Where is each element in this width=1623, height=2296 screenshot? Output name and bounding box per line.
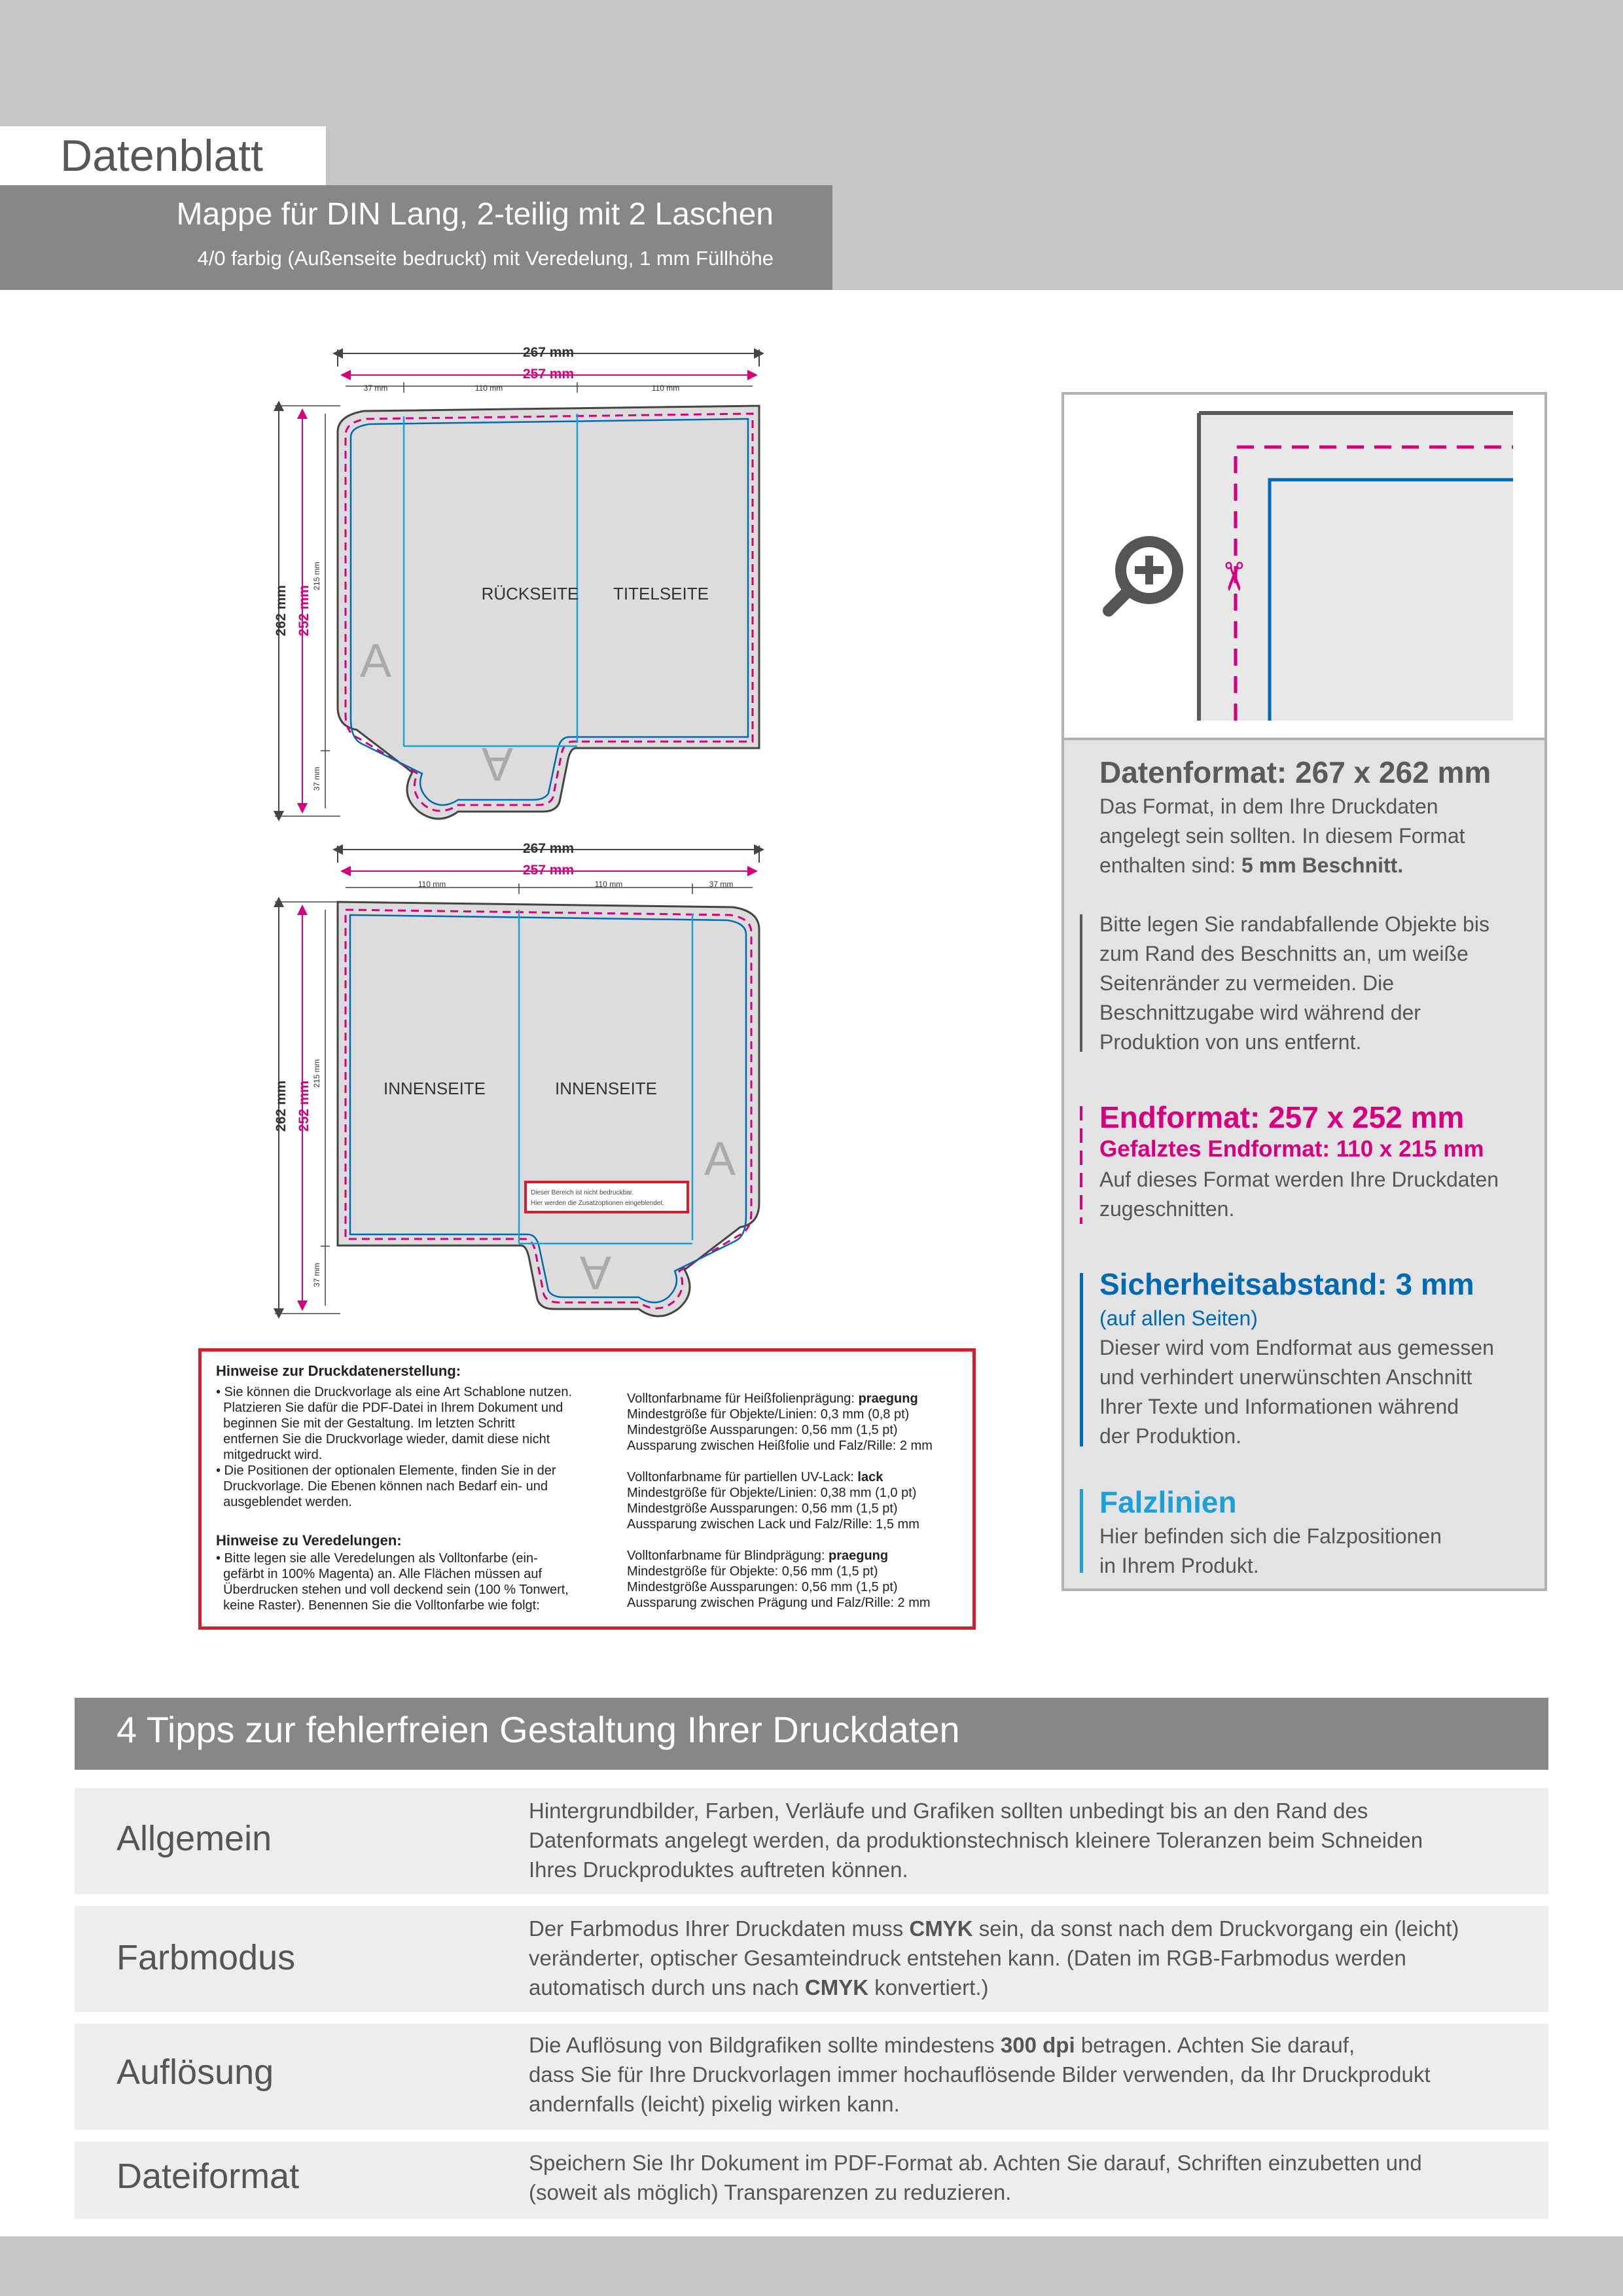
hints-left-line: • Sie können die Druckvorlage als eine Art Schablone nutzen. bbox=[216, 1385, 573, 1399]
fold-indicator-line bbox=[1080, 1489, 1083, 1573]
endformat-line-2: zugeschnitten. bbox=[1099, 1197, 1235, 1221]
hints-group-heading bbox=[627, 1548, 888, 1564]
farbmodus-text-3c: konvertiert.) bbox=[868, 1975, 989, 2000]
panel-label-back: RÜCKSEITE bbox=[481, 584, 579, 603]
orientation-marker-flap: A bbox=[481, 738, 514, 790]
farbmodus-cmyk-2: CMYK bbox=[804, 1975, 869, 2000]
dim-width-total-inner: 267 mm bbox=[522, 841, 575, 856]
panel-label-inner-left: INNENSEITE bbox=[383, 1079, 486, 1098]
note-line-1: Dieser Bereich ist nicht bedruckbar. bbox=[531, 1189, 634, 1196]
hints-group-line: Mindestgröße für Objekte: 0,56 mm (1,5 pt) bbox=[627, 1564, 878, 1579]
tip-text-allgemein-1: Hintergrundbilder, Farben, Verläufe und Grafiken sollten unbedingt bis an den Rand des bbox=[529, 1799, 1368, 1823]
datenformat-line-1: Das Format, in dem Ihre Druckdaten bbox=[1099, 795, 1438, 818]
dim-seg-right: 110 mm bbox=[651, 384, 680, 393]
hints-left-line: Druckvorlage. Die Ebenen können nach Bedarf ein- und bbox=[216, 1479, 548, 1494]
tip-text-allgemein-3: Ihres Druckproduktes auftreten können. bbox=[529, 1857, 908, 1882]
panel-label-front: TITELSEITE bbox=[613, 584, 709, 603]
magnifier-plus-icon bbox=[1109, 536, 1183, 611]
dim-seg-mid-inner: 110 mm bbox=[594, 880, 623, 889]
safety-indicator-line bbox=[1080, 1273, 1083, 1446]
dim-width-final-inner: 257 mm bbox=[522, 863, 575, 878]
dim-seg-left: 37 mm bbox=[363, 384, 388, 393]
hints-left2-line: keine Raster). Benennen Sie die Volltonfarbe wie folgt: bbox=[216, 1598, 540, 1613]
datenformat-bleed-value: 5 mm Beschnitt. bbox=[1241, 853, 1404, 877]
inner-view-diagram bbox=[274, 841, 759, 1316]
orientation-marker: A bbox=[359, 635, 392, 687]
endformat-line-1: Auf dieses Format werden Ihre Druckdaten bbox=[1099, 1168, 1499, 1191]
tip-label-farbmodus: Farbmodus bbox=[116, 1938, 296, 1977]
datenformat-title: Datenformat: 267 x 262 mm bbox=[1099, 755, 1491, 789]
dim-height-final-inner: 252 mm bbox=[296, 1080, 312, 1132]
safety-line: Ihrer Texte und Informationen während bbox=[1099, 1395, 1459, 1418]
hints-group-label: Volltonfarbname für Heißfolienprägung: bbox=[627, 1391, 855, 1406]
farbmodus-text-a: Der Farbmodus Ihrer Druckdaten muss bbox=[529, 1916, 910, 1941]
hints-group-heading bbox=[627, 1469, 883, 1485]
tip-text-aufloesung-2: dass Sie für Ihre Druckvorlagen immer hochauflösende Bilder verwenden, da Ihr Druckprodukt bbox=[529, 2062, 1431, 2087]
hints-group-label: Volltonfarbname für Blindprägung: bbox=[627, 1549, 825, 1563]
document-label: Datenblatt bbox=[60, 131, 263, 181]
tip-label-aufloesung: Auflösung bbox=[116, 2053, 274, 2092]
hints-group-line: Mindestgröße Aussparungen: 0,56 mm (1,5 pt) bbox=[627, 1423, 898, 1437]
bottom-band bbox=[0, 2236, 1623, 2296]
tip-text-dateiformat-2: (soweit als möglich) Transparenzen zu reduzieren. bbox=[529, 2180, 1012, 2204]
scissors-icon bbox=[1211, 560, 1255, 593]
fold-title: Falzlinien bbox=[1099, 1485, 1237, 1519]
bleed-line: zum Rand des Beschnitts an, um weiße bbox=[1099, 942, 1469, 965]
hints-group-line: Aussparung zwischen Prägung und Falz/Rille: 2 mm bbox=[627, 1596, 931, 1610]
hints-left2-line: Überdrucken stehen und voll deckend sein (100 % Tonwert, bbox=[216, 1583, 569, 1597]
hints-left-line: • Die Positionen der optionalen Elemente, finden Sie in der bbox=[216, 1463, 556, 1478]
product-title: Mappe für DIN Lang, 2-teilig mit 2 Laschen bbox=[176, 197, 774, 232]
svg-text:✂: ✂ bbox=[1211, 560, 1256, 594]
product-subtitle: 4/0 farbig (Außenseite bedruckt) mit Veredelung, 1 mm Füllhöhe bbox=[197, 247, 774, 270]
outer-view-diagram bbox=[274, 345, 759, 819]
bleed-line: Beschnittzugabe wird während der bbox=[1099, 1001, 1421, 1024]
dim-width-total: 267 mm bbox=[522, 345, 575, 360]
datenformat-line-2: angelegt sein sollten. In diesem Format bbox=[1099, 824, 1465, 848]
dim-height-fold: 215 mm bbox=[312, 562, 321, 590]
unprintable-area-note bbox=[526, 1182, 688, 1212]
dim-height-fold-inner: 215 mm bbox=[312, 1059, 321, 1088]
safety-line: der Produktion. bbox=[1099, 1424, 1242, 1448]
hints-left-line: beginnen Sie mit der Gestaltung. Im letzten Schritt bbox=[216, 1416, 515, 1431]
hints-left-line: ausgeblendet werden. bbox=[216, 1495, 352, 1509]
dim-width-final: 257 mm bbox=[522, 367, 575, 382]
hints-group-line: Aussparung zwischen Heißfolie und Falz/Rille: 2 mm bbox=[627, 1439, 933, 1453]
dim-seg-left-inner: 110 mm bbox=[418, 880, 446, 889]
aufloesung-dpi: 300 dpi bbox=[1000, 2033, 1075, 2057]
safety-subtitle: (auf allen Seiten) bbox=[1099, 1306, 1258, 1330]
hints-left2-line: • Bitte legen sie alle Veredelungen als Volltonfarbe (ein- bbox=[216, 1551, 538, 1566]
dim-seg-mid: 110 mm bbox=[474, 384, 503, 393]
bleed-line: Produktion von uns entfernt. bbox=[1099, 1030, 1362, 1054]
bleed-line: Bitte legen Sie randabfallende Objekte bis bbox=[1099, 912, 1489, 936]
tip-text-farbmodus-3 bbox=[529, 1973, 988, 2002]
orientation-marker-inner: A bbox=[704, 1133, 736, 1185]
dim-height-flap-inner: 37 mm bbox=[312, 1263, 321, 1287]
dim-height-total: 262 mm bbox=[274, 584, 289, 637]
fold-line-2: in Ihrem Produkt. bbox=[1099, 1554, 1259, 1577]
datenformat-line-3-text: enthalten sind: bbox=[1099, 853, 1242, 877]
dim-height-final: 252 mm bbox=[296, 584, 312, 637]
tip-text-dateiformat-1: Speichern Sie Ihr Dokument im PDF-Format ab. Achten Sie darauf, Schriften einzubetten und bbox=[529, 2151, 1422, 2175]
bleed-indicator-line bbox=[1080, 914, 1082, 1052]
tip-label-dateiformat: Dateiformat bbox=[116, 2157, 300, 2196]
zoom-detail bbox=[1064, 395, 1544, 740]
tip-text-aufloesung-3: andernfalls (leicht) pixelig wirken kann. bbox=[529, 2092, 900, 2116]
tips-title: 4 Tipps zur fehlerfreien Gestaltung Ihrer Druckdaten bbox=[116, 1709, 960, 1750]
farbmodus-cmyk-1: CMYK bbox=[909, 1916, 973, 1941]
safety-line: und verhindert unerwünschten Anschnitt bbox=[1099, 1365, 1472, 1389]
safety-line: Dieser wird vom Endformat aus gemessen bbox=[1099, 1336, 1494, 1359]
hints-group-value: praegung bbox=[858, 1391, 918, 1406]
datenformat-line-3 bbox=[1099, 851, 1403, 880]
hints-left-line: mitgedruckt wird. bbox=[216, 1448, 323, 1462]
dim-height-flap: 37 mm bbox=[312, 766, 321, 791]
hints-title-2: Hinweise zu Veredelungen: bbox=[216, 1532, 402, 1549]
dim-seg-right-inner: 37 mm bbox=[709, 880, 734, 889]
fold-line-1: Hier befinden sich die Falzpositionen bbox=[1099, 1524, 1442, 1548]
trim-indicator-line bbox=[1080, 1106, 1082, 1224]
tip-text-farbmodus-2: veränderter, optischer Gesamteindruck entstehen kann. (Daten im RGB-Farbmodus werden bbox=[529, 1946, 1406, 1970]
hints-group-value: lack bbox=[857, 1470, 883, 1484]
orientation-marker-inner-flap: A bbox=[579, 1246, 612, 1299]
hints-left-line: Platzieren Sie dafür die PDF-Datei in Ihrem Dokument und bbox=[216, 1401, 563, 1415]
safety-title: Sicherheitsabstand: 3 mm bbox=[1099, 1267, 1474, 1301]
hints-left2-line: gefärbt in 100% Magenta) an. Alle Flächen müssen auf bbox=[216, 1567, 543, 1581]
hints-title: Hinweise zur Druckdatenerstellung: bbox=[216, 1363, 461, 1379]
hints-left-line: entfernen Sie die Druckvorlage wieder, damit diese nicht bbox=[216, 1432, 550, 1446]
tip-text-farbmodus-1 bbox=[529, 1914, 1459, 1943]
hints-group-line: Mindestgröße für Objekte/Linien: 0,3 mm (0,8 pt) bbox=[627, 1407, 910, 1422]
panel-label-inner-right: INNENSEITE bbox=[554, 1079, 658, 1098]
hints-group-line: Mindestgröße für Objekte/Linien: 0,38 mm (1,0 pt) bbox=[627, 1486, 917, 1500]
tip-text-allgemein-2: Datenformats angelegt werden, da produktionstechnisch kleinere Toleranzen beim Schneiden bbox=[529, 1828, 1423, 1852]
hints-group-line: Mindestgröße Aussparungen: 0,56 mm (1,5 pt) bbox=[627, 1501, 898, 1516]
aufloesung-text-c: betragen. Achten Sie darauf, bbox=[1075, 2033, 1355, 2057]
hints-group-value: praegung bbox=[828, 1549, 889, 1563]
tip-text-aufloesung-1 bbox=[529, 2030, 1355, 2060]
tip-label-allgemein: Allgemein bbox=[116, 1819, 272, 1858]
hints-box bbox=[198, 1348, 976, 1630]
farbmodus-text-c: sein, da sonst nach dem Druckvorgang ein (leicht) bbox=[972, 1916, 1459, 1941]
hints-group-label: Volltonfarbname für partiellen UV-Lack: bbox=[627, 1470, 854, 1484]
hints-group-line: Mindestgröße Aussparungen: 0,56 mm (1,5 pt) bbox=[627, 1580, 898, 1594]
aufloesung-text-a: Die Auflösung von Bildgrafiken sollte mindestens bbox=[529, 2033, 1001, 2057]
hints-group-heading bbox=[627, 1391, 918, 1407]
farbmodus-text-3a: automatisch durch uns nach bbox=[529, 1975, 805, 2000]
endformat-subtitle: Gefalztes Endformat: 110 x 215 mm bbox=[1099, 1136, 1484, 1162]
endformat-title: Endformat: 257 x 252 mm bbox=[1099, 1100, 1465, 1134]
hints-group-line: Aussparung zwischen Lack und Falz/Rille: 1,5 mm bbox=[627, 1517, 919, 1532]
note-line-2: Hier werden die Zusatzoptionen eingeblendet. bbox=[531, 1200, 665, 1207]
bleed-line: Seitenränder zu vermeiden. Die bbox=[1099, 971, 1395, 995]
zoom-illustration bbox=[1064, 395, 1544, 735]
dim-height-total-inner: 262 mm bbox=[274, 1080, 289, 1132]
